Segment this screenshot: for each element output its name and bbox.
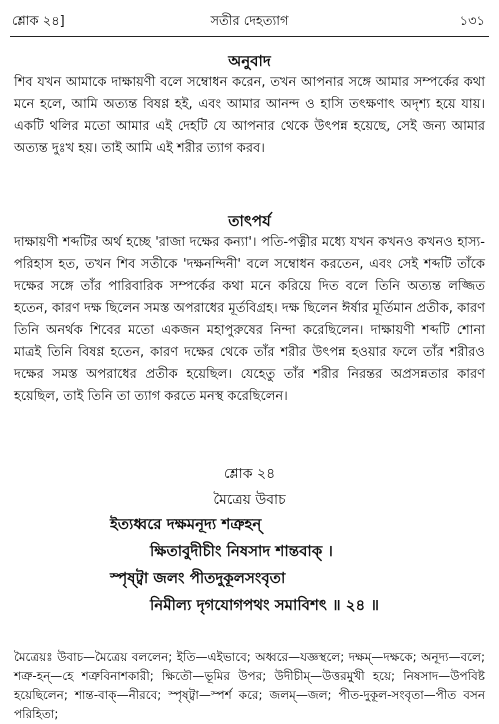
page-number: ১৩১ (459, 14, 485, 29)
verse-speaker: মৈত্রেয় উবাচ (213, 492, 286, 508)
translation-heading: অনুবাদ (228, 52, 271, 70)
verse-line-1: ইত্যধ্বরে দক্ষমনূদ্য শত্রুহন্ (110, 515, 262, 533)
verse-line-2: ক্ষিতাবুদীচীং নিষসাদ শান্তবাক্ । (150, 542, 333, 560)
purport-heading: তাৎপর্য (228, 212, 271, 230)
verse-title: শ্লোক ২৪ (223, 466, 276, 482)
verse-reference: শ্লোক ২৪] (12, 14, 65, 29)
verse-line-3: স্পৃষ্ট্বা জলং পীতদুকূলসংবৃতা (110, 569, 286, 587)
verse-line-4: নিমীল্য দৃগযোগপথং সমাবিশৎ ॥ ২৪ ॥ (150, 596, 379, 614)
translation-text: শিব যখন আমাকে দাক্ষায়ণী বলে সম্বোধন করেন, তখন আপনার সঙ্গে আমার সম্পর্কের কথা মনে হলে, আমি অত্যন্ত বিষণ্ণ হই, এবং আমার আনন্দ ও হাসি তৎক্ষণাৎ অদৃশ্য হয়ে যায়। একটি থলির মতো আমার এই দেহটি যে আপনার থেকে উৎপন্ন হয়েছে, সেই জন্য আমার অত্যন্ত দুঃখ হয়। তাই আমি এই শরীর ত্যাগ করব। (14, 75, 485, 156)
chapter-title: সতীর দেহত্যাগ (210, 14, 289, 29)
synonyms-text: মৈত্রেয়ঃ উবাচ—মৈত্রেয় বললেন; ইতি—এইভাবে; অধ্বরে—যজ্ঞস্থলে; দক্ষম্—দক্ষকে; অনূদ্য—বলে; শত্রু-হন্—হে শত্রুবিনাশকারী; ক্ষিতৌ—ভূমির উপর; উদীচীম্—উত্তরমুখী হয়ে; নিষসাদ—উপবিষ্ট হয়েছিলেন; শান্ত-বাক্—নীরবে; স্পৃষ্ট্বা—স্পর্শ করে; জলম্—জল; পীত-দুকূল-সংবৃতা—পীত বসন পরিহিতা; (14, 650, 485, 721)
header-divider (10, 36, 489, 37)
purport-text: দাক্ষায়ণী শব্দটির অর্থ হচ্ছে 'রাজা দক্ষের কন্যা'। পতি-পত্নীর মধ্যে যখন কখনও কখনও হাস্য-পরিহাস হত, তখন শিব সতীকে 'দক্ষনন্দিনী' বলে সম্বোধন করতেন, এবং সেই শব্দটি তাঁকে দক্ষের সঙ্গে তাঁর পারিবারিক সম্পর্কের কথা মনে করিয়ে দিত বলে তিনি অত্যন্ত লজ্জিত হতেন, কারণ দক্ষ ছিলেন সমস্ত অপরাধের মূর্তবিগ্রহ। দক্ষ ছিলেন ঈর্ষার মূর্তিমান প্রতীক, কারণ তিনি অনর্থক শিবের মতো একজন মহাপুরুষের নিন্দা করেছিলেন। দাক্ষায়ণী শব্দটি শোনা মাত্রই তিনি বিষণ্ণ হতেন, কারণ দক্ষের থেকে তাঁর শরীর উৎপন্ন হওয়ার ফলে তাঁর শরীরও দক্ষের সমস্ত অপরাধের প্রতীক হয়েছিল। যেহেতু তাঁর শরীর নিরন্তর অপ্রসন্নতার কারণ হয়েছিল, তাই তিনি তা ত্যাগ করতে মনস্থ করেছিলেন। (14, 235, 485, 404)
